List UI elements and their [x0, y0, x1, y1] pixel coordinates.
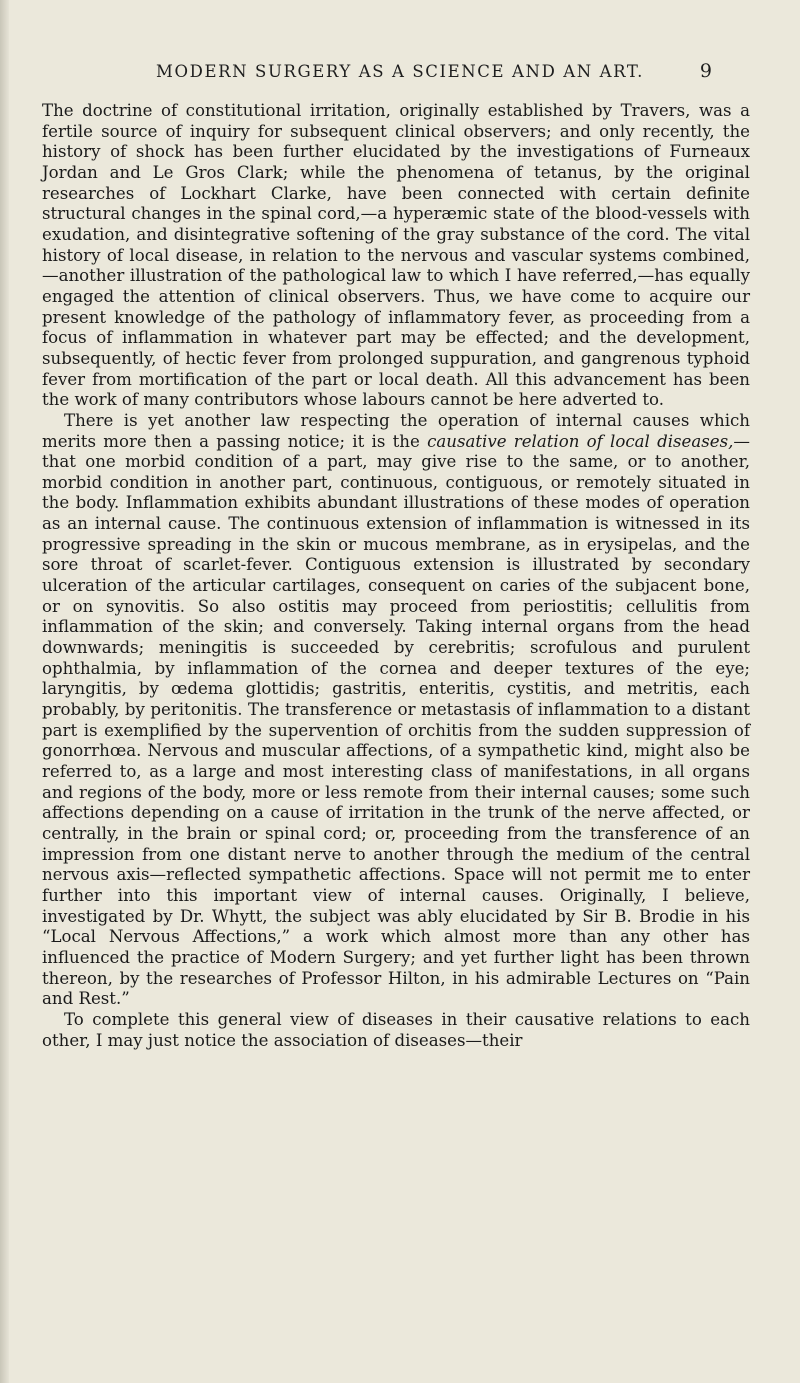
italic-phrase: causative relation of local diseases,: [427, 431, 734, 451]
paragraph-text: To complete this general view of diseases in their causative relations to each other, I may just notice the association of diseases—their: [42, 1009, 750, 1050]
paragraph: [42, 411, 750, 1010]
paragraph: [42, 1010, 750, 1051]
page-header: [0, 60, 800, 84]
page-number: 9: [699, 60, 712, 82]
paragraph-text: The doctrine of constitutional irritation, originally established by Travers, was a fertile source of inquiry for subsequent clinical observers; and only recently, the history of shock has been further elucidated by the investigations of Furneaux Jordan and Le Gros Clark; while the phenomena of tetanus, by the original researches of Lockhart Clarke, have been connected with certain definite structural changes in the spinal cord,—a hyperæmic state of the blood-vessels with exudation, and disintegrative softening of the gray substance of the cord. The vital history of local disease, in relation to the nervous and vascular systems combined,—another illustration of the pathological law to which I have referred,—has equally engaged the attention of clinical observers. Thus, we have come to acquire our present knowledge of the pathology of inflammatory fever, as proceeding from a focus of inflammation in whatever part may be effected; and the development, subsequently, of hectic fever from prolonged suppuration, and gangrenous typhoid fever from mortification of the part or local death. All this advancement has been the work of many contributors whose labours cannot be here adverted to.: [42, 101, 750, 410]
paragraph: [42, 101, 750, 411]
page-binding-edge: [0, 0, 9, 1383]
running-head: MODERN SURGERY AS A SCIENCE AND AN ART.: [156, 62, 644, 81]
paragraph-text: There is yet another law respecting the operation of internal causes which merits more then a passing notice; it is the: [42, 410, 750, 451]
body-text: [42, 101, 750, 1051]
paragraph-text: —that one morbid condition of a part, may give rise to the same, or to another, morbid condition in another part, continuous, contiguous, or remotely situated in the body. Inflammation exhibits abundant illustrations of these modes of operation as an internal cause. The continuous extension of inflammation is witnessed in its progressive spreading in the skin or mucous membrane, as in erysipelas, and the sore throat of scarlet-fever. Contiguous extension is illustrated by secondary ulceration of the articular cartilages, consequent on caries of the subjacent bone, or on synovitis. So also ostitis may proceed from periostitis; cellulitis from inflammation of the skin; and conversely. Taking internal organs from the head downwards; meningitis is succeeded by cerebritis; scrofulous and purulent ophthalmia, by inflammation of the cornea and deeper textures of the eye; laryngitis, by œdema glottidis; gastritis, enteritis, cystitis, and metritis, each probably, by peritonitis. The transference or metastasis of inflammation to a distant part is exemplified by the supervention of orchitis from the sudden suppression of gonorrhœa. Nervous and muscular affections, of a sympathetic kind, might also be referred to, as a large and most interesting class of manifestations, in all organs and regions of the body, more or less remote from their internal causes; some such affections depending on a cause of irritation in the trunk of the nerve affected, or centrally, in the brain or spinal cord; or, proceeding from the transference of an impression from one distant nerve to another through the medium of the central nervous axis—reflected sympathetic affections. Space will not permit me to enter further into this important view of internal causes. Originally, I believe, investigated by Dr. Whytt, the subject was ably elucidated by Sir B. Brodie in his “Local Nervous Affections,” a work which almost more than any other has influenced the practice of Modern Surgery; and yet further light has been thrown thereon, by the researches of Professor Hilton, in his admirable Lectures on “Pain and Rest.”: [42, 431, 750, 1009]
